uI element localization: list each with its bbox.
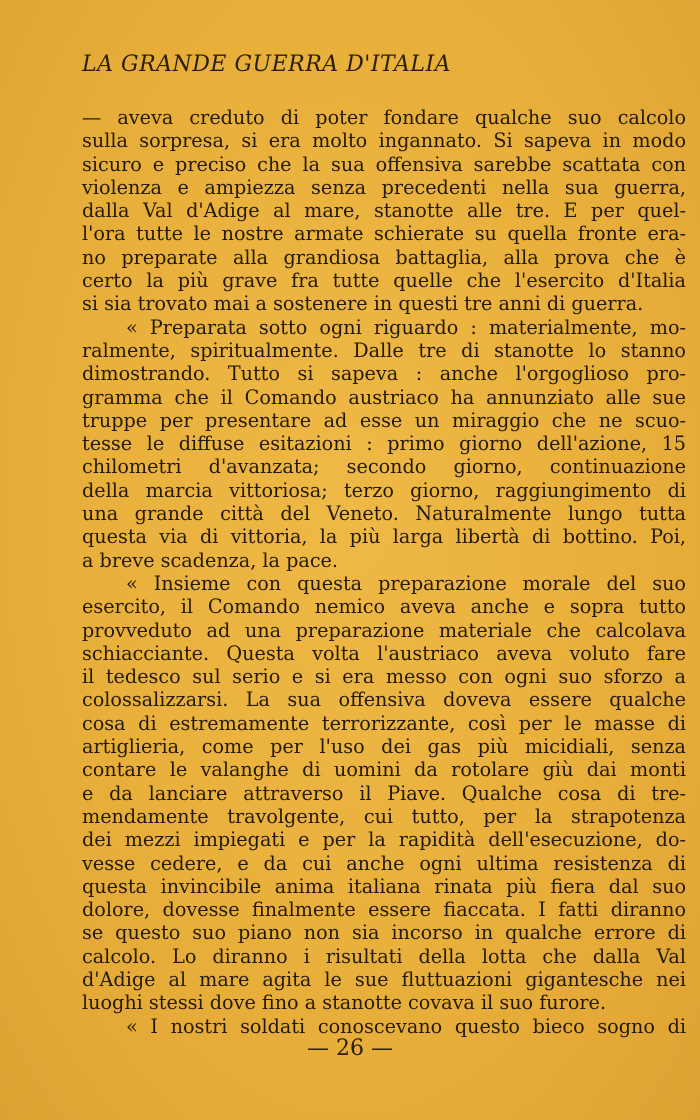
text-line: provveduto ad una preparazione materiale che calcolava <box>82 618 686 642</box>
text-line: mendamente travolgente, cui tutto, per la strapotenza <box>82 804 686 828</box>
text-line: artiglieria, come per l'uso dei gas più micidiali, senza <box>82 735 686 759</box>
text-line: chilometri d'avanzata; secondo giorno, continuazione <box>82 455 686 479</box>
text-line: contare le valanghe di uomini da rotolare giù dai monti <box>82 758 686 782</box>
text-line: se questo suo piano non sia incorso in qualche errore di <box>82 921 686 945</box>
text-line: « I nostri soldati conoscevano questo bieco sogno di <box>126 1014 686 1038</box>
text-line: il tedesco sul serio e si era messo con ogni suo sforzo a <box>82 665 686 689</box>
text-line: una grande città del Veneto. Naturalmente lungo tutta <box>82 502 686 526</box>
text-line: della marcia vittoriosa; terzo giorno, raggiungimento di <box>82 478 686 502</box>
text-line: calcolo. Lo diranno i risultati della lotta che dalla Val <box>82 944 686 968</box>
text-line: schiacciante. Questa volta l'austriaco aveva voluto fare <box>82 641 686 665</box>
text-line: si sia trovato mai a sostenere in questi tre anni di guerra. <box>82 292 644 316</box>
body-text <box>82 106 686 1038</box>
text-line: certo la più grave fra tutte quelle che l'esercito d'Italia <box>82 269 686 293</box>
text-line: questa via di vittoria, la più larga libertà di bottino. Poi, <box>82 525 686 549</box>
text-line: no preparate alla grandiosa battaglia, alla prova che è <box>82 245 686 269</box>
text-line: dei mezzi impiegati e per la rapidità dell'esecuzione, do- <box>82 828 686 852</box>
text-line: vesse cedere, e da cui anche ogni ultima resistenza di <box>82 851 686 875</box>
text-line: a breve scadenza, la pace. <box>82 548 339 572</box>
text-line: e da lanciare attraverso il Piave. Qualche cosa di tre- <box>82 781 686 805</box>
text-line: « Insieme con questa preparazione morale del suo <box>126 571 686 595</box>
text-line: ralmente, spiritualmente. Dalle tre di stanotte lo stanno <box>82 338 686 362</box>
text-line: questa invincibile anima italiana rinata più fiera dal suo <box>82 874 686 898</box>
running-title: LA GRANDE GUERRA D'ITALIA <box>82 52 452 77</box>
text-line: « Preparata sotto ogni riguardo : materialmente, mo- <box>126 315 686 339</box>
text-line: tesse le diffuse esitazioni : primo giorno dell'azione, 15 <box>82 432 686 456</box>
text-line: cosa di estremamente terrorizzante, così per le masse di <box>82 711 686 735</box>
text-line: l'ora tutte le nostre armate schierate su quella fronte era- <box>82 222 686 246</box>
text-line: sicuro e preciso che la sua offensiva sarebbe scattata con <box>82 152 686 176</box>
text-line: d'Adige al mare agita le sue fluttuazioni gigantesche nei <box>82 967 686 991</box>
text-line: colossalizzarsi. La sua offensiva doveva essere qualche <box>82 688 686 712</box>
text-line: gramma che il Comando austriaco ha annunziato alle sue <box>82 385 686 409</box>
page-number: — 26 — <box>307 1036 393 1061</box>
text-line: esercito, il Comando nemico aveva anche e sopra tutto <box>82 595 686 619</box>
text-line: violenza e ampiezza senza precedenti nella sua guerra, <box>82 175 686 199</box>
text-line: — aveva creduto di poter fondare qualche suo calcolo <box>82 106 686 129</box>
text-line: dimostrando. Tutto si sapeva : anche l'orgoglioso pro- <box>82 362 686 386</box>
text-line: dolore, dovesse finalmente essere fiaccata. I fatti diranno <box>82 898 686 922</box>
text-line: sulla sorpresa, si era molto ingannato. Si sapeva in modo <box>82 129 686 153</box>
text-line: dalla Val d'Adige al mare, stanotte alle tre. E per quel- <box>82 199 686 223</box>
text-line: luoghi stessi dove fino a stanotte covava il suo furore. <box>82 991 607 1015</box>
text-line: truppe per presentare ad esse un miraggio che ne scuo- <box>82 408 686 432</box>
